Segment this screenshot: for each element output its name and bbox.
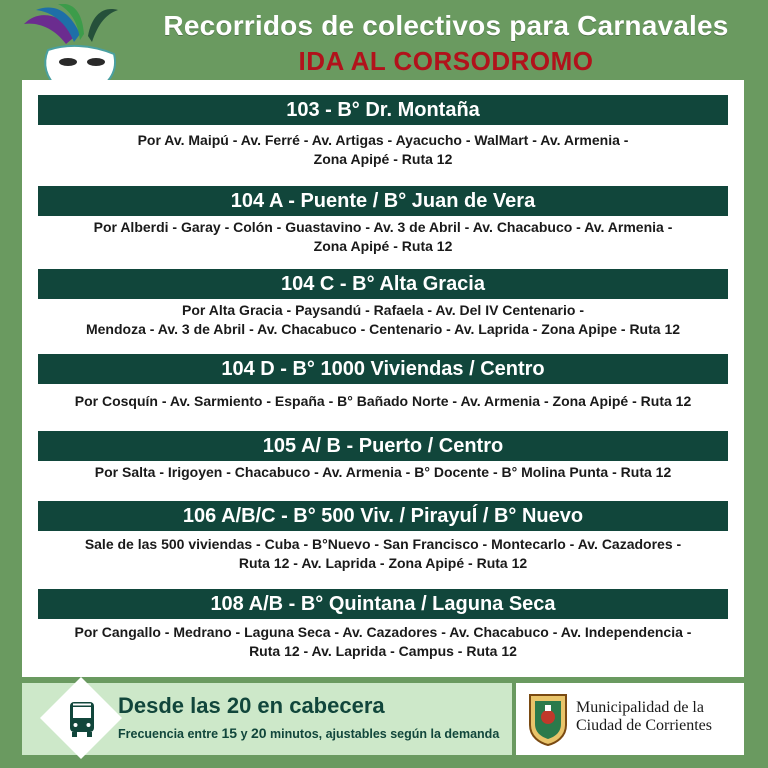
page-subtitle: IDA AL CORSODROMO xyxy=(298,46,594,76)
route-desc-line: Ruta 12 - Av. Laprida - Campus - Ruta 12 xyxy=(249,643,517,659)
route-desc-line: Por Cangallo - Medrano - Laguna Seca - Av. Cazadores - Av. Chacabuco - Av. Independencia - xyxy=(74,624,692,640)
route-desc-line: Zona Apipé - Ruta 12 xyxy=(313,151,453,167)
route-title: 104 A - Puente / B° Juan de Vera xyxy=(38,186,728,216)
schedule-box xyxy=(22,683,512,755)
route-desc-line: Mendoza - Av. 3 de Abril - Av. Chacabuco - Centenario - Av. Laprida - Zona Apipe - Ruta 12 xyxy=(85,321,681,337)
route-description xyxy=(38,619,728,661)
municipality-box xyxy=(516,683,744,755)
route-104c xyxy=(38,269,728,339)
routes-panel xyxy=(22,80,744,677)
route-desc-line: Zona Apipé - Ruta 12 xyxy=(313,238,453,254)
municipality-name: Municipalidad de la Ciudad de Corrientes xyxy=(576,699,712,734)
route-desc-line: Por Av. Maipú - Av. Ferré - Av. Artigas - Ayacucho - WalMart - Av. Armenia - xyxy=(137,132,629,148)
route-title: 106 A/B/C - B° 500 Viv. / PirayuÍ / B° Nuevo xyxy=(38,501,728,531)
municipal-seal-icon xyxy=(526,691,570,747)
route-104a xyxy=(38,186,728,256)
route-desc-line: Sale de las 500 viviendas - Cuba - B°Nuevo - San Francisco - Montecarlo - Av. Cazadores - xyxy=(84,536,682,552)
route-title: 108 A/B - B° Quintana / Laguna Seca xyxy=(38,589,728,619)
header xyxy=(0,0,768,92)
route-title: 105 A/ B - Puerto / Centro xyxy=(38,431,728,461)
route-title: 104 C - B° Alta Gracia xyxy=(38,269,728,299)
route-description xyxy=(38,461,728,482)
route-description xyxy=(38,299,728,339)
page-title: Recorridos de colectivos para Carnavales xyxy=(163,10,729,41)
route-desc-line: Por Alta Gracia - Paysandú - Rafaela - Av. Del IV Centenario - xyxy=(182,302,584,318)
route-description xyxy=(38,384,728,411)
route-105 xyxy=(38,431,728,482)
route-description xyxy=(38,531,728,573)
route-104d xyxy=(38,354,728,411)
footer xyxy=(22,683,744,755)
route-title: 104 D - B° 1000 Viviendas / Centro xyxy=(38,354,728,384)
bus-icon xyxy=(54,700,110,740)
route-desc-line: Por Salta - Irigoyen - Chacabuco - Av. Armenia - B° Docente - B° Molina Punta - Ruta 12 xyxy=(94,464,672,480)
route-title: 103 - B° Dr. Montaña xyxy=(38,95,728,125)
route-desc-line: Por Alberdi - Garay - Colón - Guastavino - Av. 3 de Abril - Av. Chacabuco - Av. Armenia - xyxy=(93,219,673,235)
route-description xyxy=(38,125,728,169)
route-desc-line: Ruta 12 - Av. Laprida - Zona Apipé - Ruta 12 xyxy=(238,555,528,571)
schedule-headline: Desde las 20 en cabecera xyxy=(118,693,385,718)
frequency-note: Frecuencia entre 15 y 20 minutos, ajustables según la demanda xyxy=(118,725,500,741)
route-description xyxy=(38,216,728,256)
route-desc-line: Por Cosquín - Av. Sarmiento - España - B° Bañado Norte - Av. Armenia - Zona Apipé - Ruta 12 xyxy=(74,393,692,409)
route-106 xyxy=(38,501,728,573)
route-103 xyxy=(38,95,728,169)
route-108 xyxy=(38,589,728,661)
